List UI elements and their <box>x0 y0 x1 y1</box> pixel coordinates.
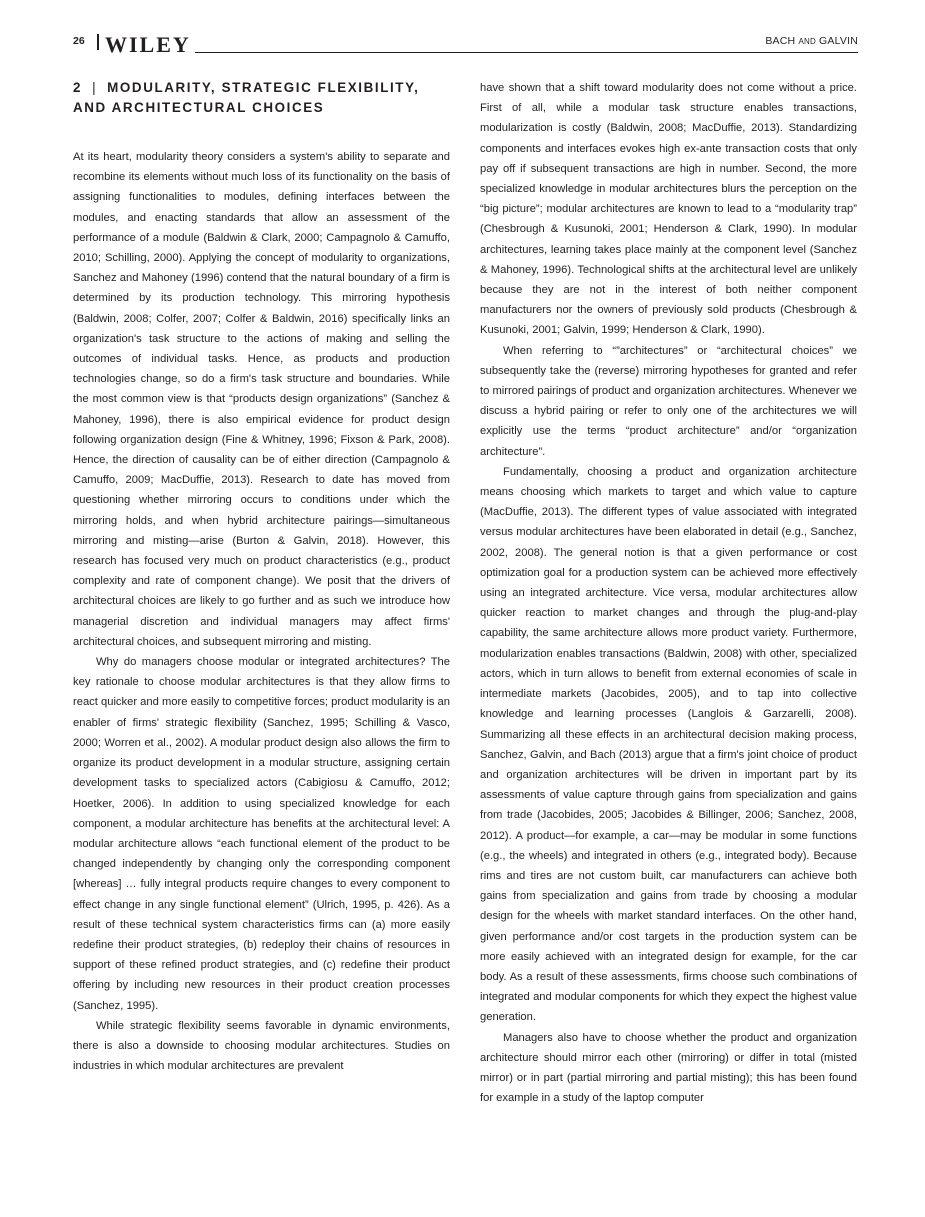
section-separator: | <box>92 80 98 95</box>
body-paragraph: Why do managers choose modular or integrated architectures? The key rationale to choose modular architectures is that they allow firms to react quicker and more easily to competitive forces; product modularity is an enabler of firms' strategic flexibility (Sanchez, 1995; Schilling & Vasco, 2000; Worren et al., 2002). A modular product design also allows the firm to organize its product development in a modular structure, assigning certain development tasks to specialized actors (Cabigiosu & Camuffo, 2012; Hoetker, 2006). In addition to using specialized knowledge for each component, a modular architecture has benefits at the architectural level: A modular architecture allows “each functional element of the product to be changed independently by changing only the corresponding component [whereas] … fully integral products require changes to every component to effect change in any single functional element” (Ulrich, 1995, p. 426). As a result of these technical system characteristics firms can (a) more easily redefine their product strategies, (b) redeploy their chains of resources in support of these refined product strategies, and (c) redefine their product offering by including new resources in their product creation processes (Sanchez, 1995). <box>73 656 450 1012</box>
body-paragraph: While strategic flexibility seems favorable in dynamic environments, there is also a downside to choosing modular architectures. Studies on industries in which modular architectures are prevalent <box>73 1019 450 1073</box>
left-column <box>73 78 450 1076</box>
right-column <box>480 78 857 1108</box>
author-name-1: BACH <box>765 35 799 47</box>
section-heading <box>73 78 450 117</box>
page-header <box>73 32 858 58</box>
body-paragraph: When referring to “”architectures” or “architectural choices” we subsequently take the (reverse) mirroring hypotheses for granted and refer to mirrored pairings of product and organization architectures. Whenever we discuss a hybrid pairing or refer to only one of the architectures we will explicitly use the terms “product architecture” and/or “organization architecture”. <box>480 344 857 458</box>
body-paragraph: Managers also have to choose whether the product and organization architecture should mirror each other (mirroring) or differ in total (misted mirror) or in part (partial mirroring and partial misting); this has been found for example in a study of the laptop computer <box>480 1031 857 1105</box>
body-paragraph: Fundamentally, choosing a product and organization architecture means choosing which markets to target and which value to capture (MacDuffie, 2013). The different types of value associated with integrated versus modular architectures have been elaborated in detail (e.g., Sanchez, 2002, 2008). The general notion is that a given performance or cost optimization goal for a production system can be achieved more effectively using an integrated architecture. Vice versa, modular architectures allow quicker reaction to market changes and through the plug-and-play capability, the same architecture allows more product variety. Furthermore, modularization enables transactions (Baldwin, 2008) with other, specialized actors, which in turn allows to benefit from external economies of scale in intermediate markets (Jacobides, 2005), and to tap into collective knowledge and learning processes (Langlois & Garzarelli, 2008). Summarizing all these effects in an architectural decision making process, Sanchez, Galvin, and Bach (2013) argue that a firm's joint choice of product and organization architectures will be driven in important part by its assessments of value capture through gains from specialization and gains from trade (Jacobides, 2005; Jacobides & Billinger, 2006; Sanchez, 2008, 2012). A product—for example, a car—may be modular in some functions (e.g., the wheels) and integrated in others (e.g., integrated body). Because rims and tires are not custom built, car manufacturers can achieve both gains from specialization and gains from trade by choosing a modular design for the wheels with market standard interfaces. On the other hand, given performance and/or cost targets in the production system can be more easily achieved with an integrated design for example, for the car body. As a result of these assessments, firms choose such combinations of integrated and modular components for which they expect the highest value generation. <box>480 465 857 1024</box>
section-title: MODULARITY, STRATEGIC FLEXIBILITY, AND ARCHITECTURAL CHOICES <box>73 80 420 115</box>
header-rule <box>195 52 858 53</box>
body-paragraph: At its heart, modularity theory considers a system's ability to separate and recombine its elements without much loss of its functionality on the basis of assigning functionalities to modules, defining interfaces between the modules, and enacting standards that allow an assessment of the performance of a module (Baldwin & Clark, 2000; Campagnolo & Camuffo, 2010; Schilling, 2000). Applying the concept of modularity to organizations, Sanchez and Mahoney (1996) contend that the natural boundary of a firm is determined by its production technology. This mirroring hypothesis (Baldwin, 2008; Colfer, 2007; Colfer & Baldwin, 2016) specifically links an organization's task structure to the actions of making and selling the outcomes of individual tasks. Hence, as products and production technologies change, so do a firm's task structure and boundaries. While the most common view is that “products design organizations” (Sanchez & Mahoney, 1996), there is also empirical evidence for product design following organization design (Fine & Whitney, 1996; Fixson & Park, 2008). Hence, the direction of causality can be of either direction (Campagnolo & Camuffo, 2009; MacDuffie, 2013). Research to date has moved from questioning whether mirroring occurs to conditions under which the mirroring holds, and when hybrid architecture pairings—simultaneous mirroring and misting—arise (Burton & Galvin, 2018). However, this research has focused very much on product characteristics (e.g., product complexity and rate of component change). We posit that the drivers of architectural choices are likely to go further and as such we introduce how managerial discretion and individual managers may affect firms' architectural choices, and subsequent mirroring and misting. <box>73 151 450 648</box>
brand-divider <box>97 34 99 50</box>
author-conjunction: AND <box>798 37 816 46</box>
body-paragraph: have shown that a shift toward modularity does not come without a price. First of all, while a modular task structure enables transactions, modularization is costly (Baldwin, 2008; MacDuffie, 2013). Standardizing components and interfaces evokes high ex-ante transaction costs that only pay off if subsequent transactions are high in number. Second, the more specialized knowledge in modular architectures blurs the perception on the “big picture”; modular architectures are known to lead to a “modularity trap” (Chesbrough & Kusunoki, 2001; Henderson & Clark, 1990). In modular architectures, learning takes place mainly at the component level (Sanchez & Mahoney, 1996). Technological shifts at the architectural level are unlikely because they are not in the interest of both neither component manufacturers nor the owners of previously sold products (Chesbrough & Kusunoki, 2001; Galvin, 1999; Henderson & Clark, 1990). <box>480 82 857 337</box>
section-number: 2 <box>73 80 83 95</box>
publisher-logo: WILEY <box>105 32 191 57</box>
running-head-authors <box>765 35 858 47</box>
author-name-2: GALVIN <box>815 35 858 47</box>
page-number: 26 <box>73 35 85 47</box>
